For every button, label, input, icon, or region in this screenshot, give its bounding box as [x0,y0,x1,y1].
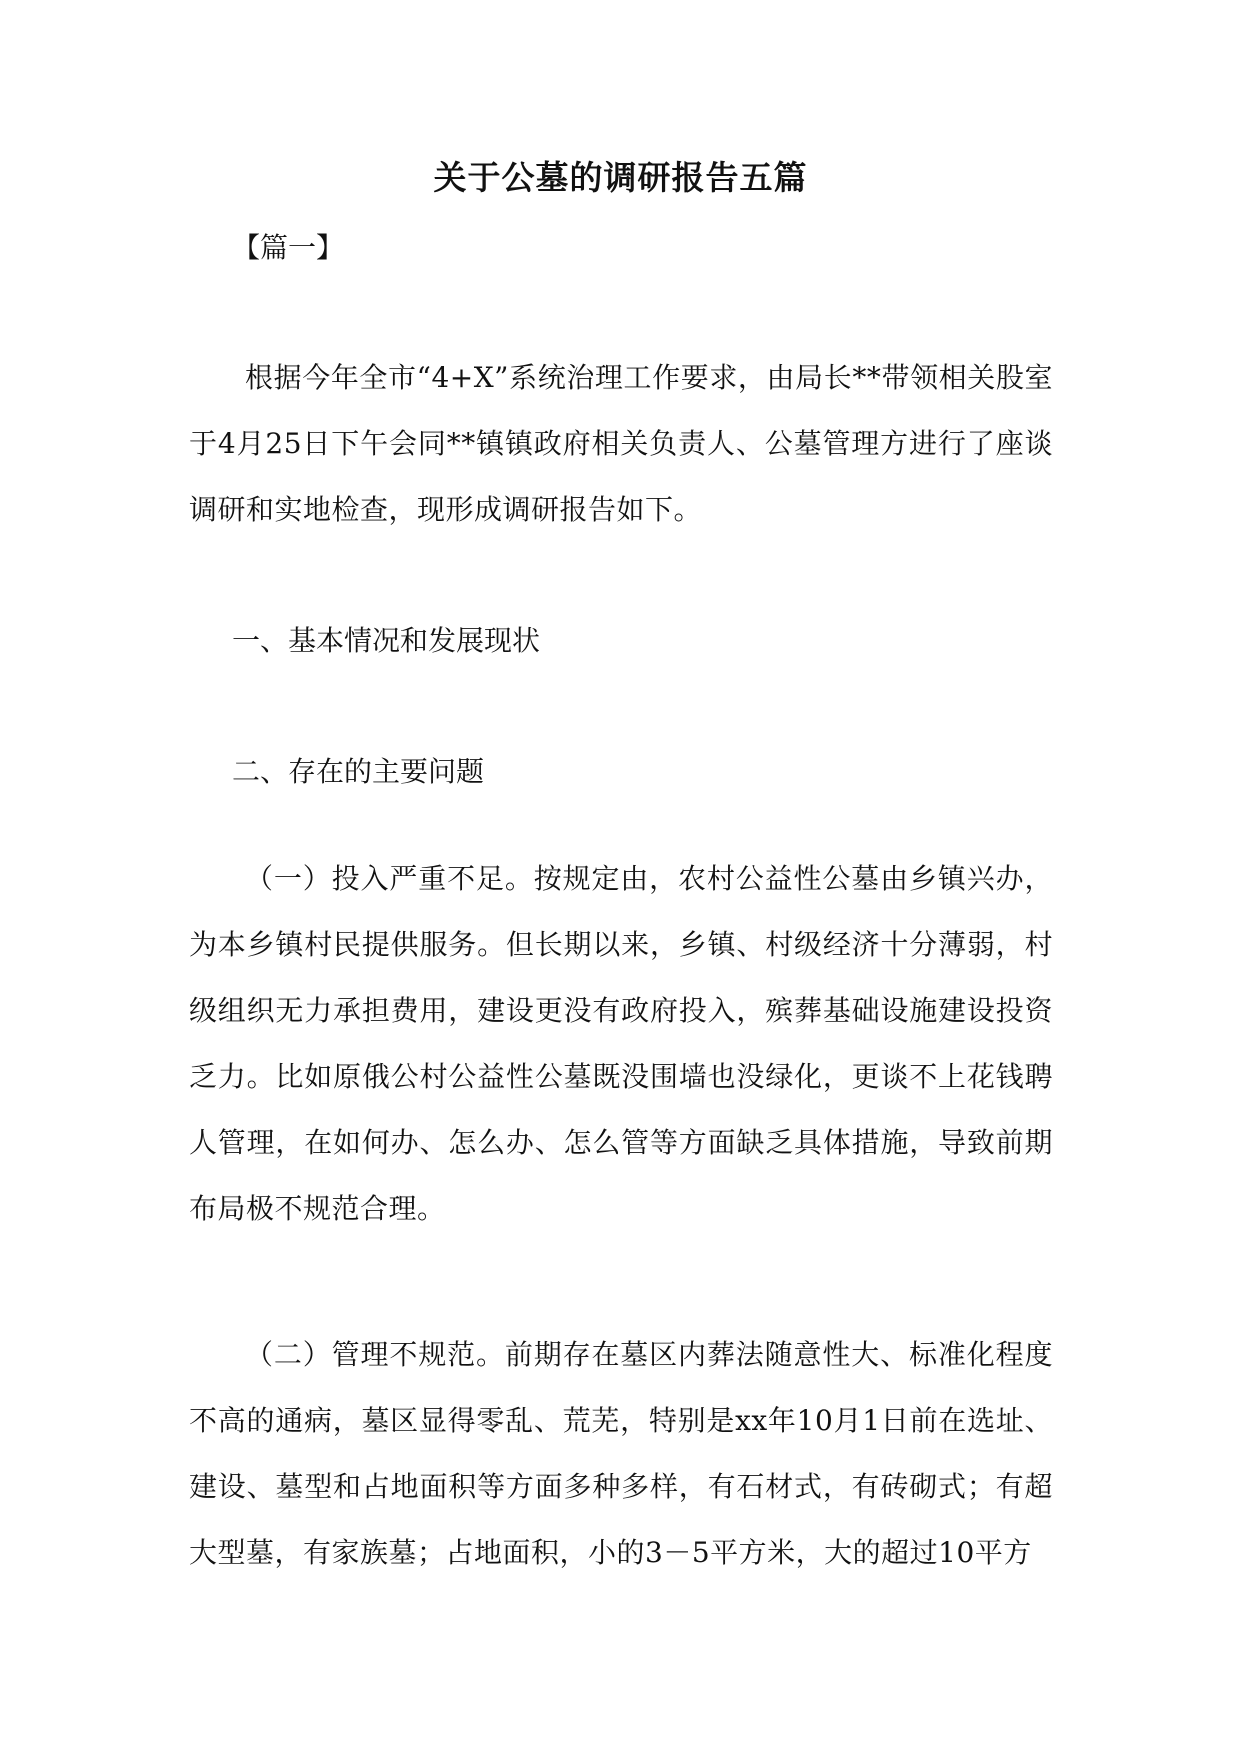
section-tag: 【篇一】 [232,231,345,264]
heading-basic-situation: 一、基本情况和发展现状 [232,624,541,657]
problem-paragraph-2: （二）管理不规范。前期存在墓区内葬法随意性大、标准化程度不高的通病，墓区显得零乱、荒芜，特别是xx年10月1日前在选址、建设、墓型和占地面积等方面多种多样，有石材式，有砖砌式；有超大型墓，有家族墓；占地面积，小的3－5平方米，大的超过10平方 [189,1338,1053,1569]
document-title: 关于公墓的调研报告五篇 [433,158,808,197]
heading-main-problems: 二、存在的主要问题 [232,755,485,788]
intro-paragraph: 根据今年全市“4+X”系统治理工作要求，由局长**带领相关股室于4月25日下午会同**镇镇政府相关负责人、公墓管理方进行了座谈调研和实地检查，现形成调研报告如下。 [189,361,1053,526]
problem-paragraph-1: （一）投入严重不足。按规定由，农村公益性公墓由乡镇兴办，为本乡镇村民提供服务。但长期以来，乡镇、村级经济十分薄弱，村级组织无力承担费用，建设更没有政府投入，殡葬基础设施建设投资乏力。比如原俄公村公益性公墓既没围墙也没绿化，更谈不上花钱聘人管理，在如何办、怎么办、怎么管等方面缺乏具体措施，导致前期布局极不规范合理。 [189,862,1053,1225]
